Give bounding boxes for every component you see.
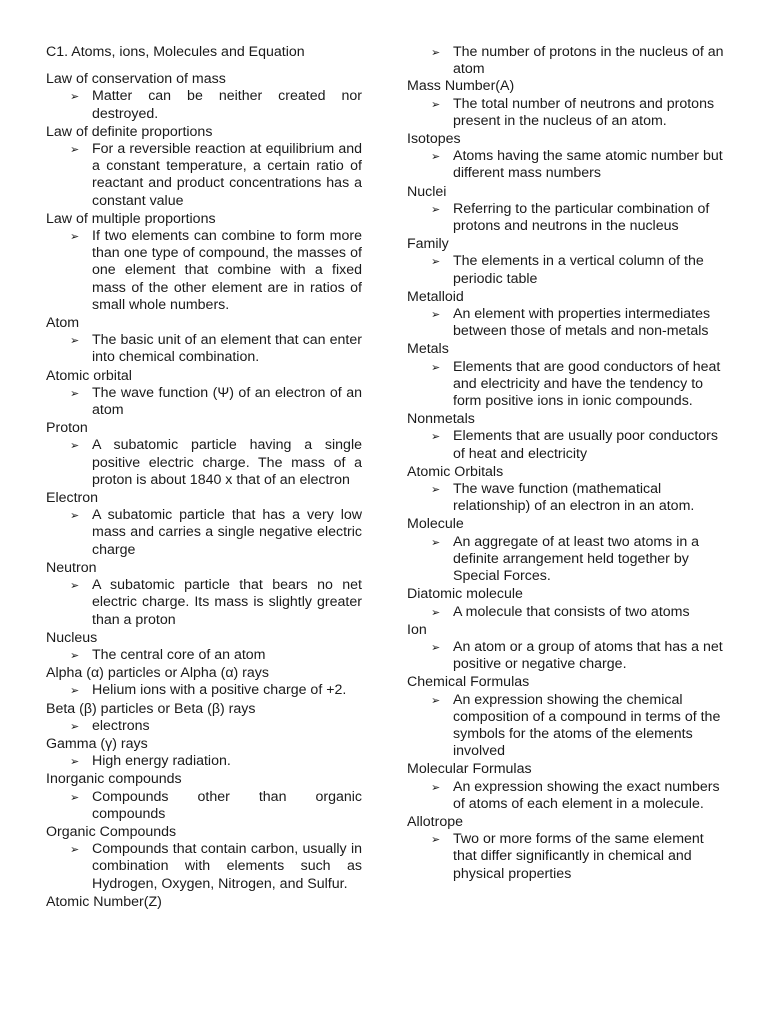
- definition-item: [407, 534, 725, 586]
- definition-text: If two elements can combine to form more than one type of compound, the masses of one element that combine with a fixed mass of the other element are in ratios of small whole numbers.: [92, 228, 362, 313]
- definition-item: [407, 201, 725, 235]
- bullet-arrow-icon: ➢: [431, 308, 441, 322]
- bullet-arrow-icon: ➢: [431, 780, 441, 794]
- glossary-entry: [407, 464, 725, 516]
- definition-text: electrons: [92, 717, 150, 734]
- definition-text: Compounds other than organic compounds: [92, 788, 362, 822]
- definition-text: Matter can be neither created nor destroyed.: [92, 88, 362, 122]
- glossary-entry: [46, 894, 362, 911]
- glossary-entry: [46, 736, 362, 770]
- glossary-entry: [407, 411, 725, 463]
- definition-item: [407, 831, 725, 883]
- definition-item: [46, 507, 362, 559]
- term-heading: Organic Compounds: [46, 823, 177, 840]
- definition-text: The wave function (mathematical relationship) of an electron in an atom.: [453, 481, 695, 515]
- term-heading: Molecular Formulas: [407, 761, 532, 778]
- bullet-arrow-icon: ➢: [431, 46, 441, 59]
- bullet-arrow-icon: ➢: [70, 684, 80, 698]
- term-heading: Ion: [407, 621, 427, 638]
- term-heading: Law of conservation of mass: [46, 71, 226, 88]
- term-heading: Isotopes: [407, 131, 461, 148]
- bullet-arrow-icon: ➢: [431, 97, 441, 111]
- bullet-arrow-icon: ➢: [70, 439, 80, 453]
- term-heading: Electron: [46, 490, 99, 507]
- bullet-arrow-icon: ➢: [70, 790, 80, 804]
- definition-text: Referring to the particular combination of protons and neutrons in the nucleus: [453, 200, 710, 235]
- definition-text: An expression showing the exact numbers of atoms of each element in a molecule.: [453, 778, 720, 812]
- definition-item: [46, 577, 362, 629]
- definition-item: [407, 779, 725, 813]
- term-heading: Gamma (γ) rays: [46, 735, 148, 752]
- definition-text: Elements that are good conductors of heat and electricity and have the tendency to form positive ions in ionic compounds.: [453, 358, 721, 410]
- glossary-entry: [46, 560, 362, 629]
- definition-item: [407, 604, 725, 621]
- term-heading: Atomic Number(Z): [46, 893, 162, 910]
- continued-definition: [407, 44, 725, 78]
- right-column: [407, 44, 725, 884]
- term-heading: Metals: [407, 341, 449, 358]
- glossary-entry: [46, 71, 362, 123]
- bullet-arrow-icon: ➢: [70, 719, 80, 733]
- bullet-arrow-icon: ➢: [431, 483, 441, 497]
- bullet-arrow-icon: ➢: [431, 150, 441, 164]
- definition-item: [407, 428, 725, 462]
- term-heading: Nucleus: [46, 629, 98, 646]
- definition-text: An atom or a group of atoms that has a net positive or negative charge.: [453, 638, 723, 673]
- definition-item: [46, 141, 362, 210]
- definition-text: An aggregate of at least two atoms in a definite arrangement held together by Special Forces.: [453, 533, 700, 585]
- page-title: C1. Atoms, ions, Molecules and Equation: [46, 44, 305, 60]
- bullet-arrow-icon: ➢: [70, 843, 80, 857]
- glossary-entry: [407, 184, 725, 236]
- glossary-entry: [407, 761, 725, 813]
- definition-text: Helium ions with a positive charge of +2.: [92, 682, 347, 699]
- term-heading: Proton: [46, 420, 88, 437]
- definition-item: [407, 306, 725, 340]
- term-heading: Chemical Formulas: [407, 674, 530, 691]
- glossary-entry: [407, 289, 725, 341]
- bullet-arrow-icon: ➢: [431, 640, 441, 654]
- bullet-arrow-icon: ➢: [431, 360, 441, 374]
- bullet-arrow-icon: ➢: [431, 833, 441, 847]
- glossary-entry: [46, 490, 362, 559]
- bullet-arrow-icon: ➢: [70, 579, 80, 593]
- bullet-arrow-icon: ➢: [70, 386, 80, 400]
- bullet-arrow-icon: ➢: [70, 755, 80, 769]
- right-entries: [407, 78, 725, 882]
- term-heading: Nuclei: [407, 183, 447, 200]
- definition-item: [46, 228, 362, 314]
- definition-item: [407, 692, 725, 761]
- definition-item: [46, 332, 362, 366]
- term-heading: Allotrope: [407, 813, 463, 830]
- term-heading: Beta (β) particles or Beta (β) rays: [46, 700, 256, 717]
- bullet-arrow-icon: ➢: [70, 230, 80, 244]
- definition-item: [46, 753, 362, 770]
- definition-item: [46, 841, 362, 893]
- glossary-entry: [407, 674, 725, 760]
- glossary-entry: [46, 701, 362, 735]
- glossary-entry: [407, 814, 725, 883]
- term-heading: Law of definite proportions: [46, 123, 213, 140]
- definition-item: [407, 359, 725, 411]
- term-heading: Family: [407, 236, 449, 253]
- glossary-entry: [407, 516, 725, 585]
- glossary-entry: [407, 622, 725, 674]
- bullet-arrow-icon: ➢: [70, 143, 80, 157]
- term-heading: Law of multiple proportions: [46, 210, 216, 227]
- glossary-entry: [46, 368, 362, 420]
- bullet-arrow-icon: ➢: [431, 430, 441, 444]
- definition-text: For a reversible reaction at equilibrium and a constant temperature, a certain ratio of reactant and product concentrations has a constant value: [92, 141, 362, 209]
- term-heading: Alpha (α) particles or Alpha (α) rays: [46, 665, 269, 682]
- definition-text: The total number of neutrons and protons present in the nucleus of an atom.: [453, 95, 715, 129]
- bullet-arrow-icon: ➢: [431, 202, 441, 216]
- definition-text: An element with properties intermediates between those of metals and non-metals: [453, 306, 711, 340]
- definition-item: [46, 437, 362, 489]
- glossary-entry: [46, 824, 362, 893]
- glossary-entry: [407, 341, 725, 410]
- definition-item: [46, 88, 362, 122]
- definition-text: An expression showing the chemical composition of a compound in terms of the symbols for the atoms of the elements involved: [453, 691, 721, 760]
- left-entries: [46, 71, 362, 911]
- definition-text: The wave function (Ψ) of an electron of an atom: [92, 384, 362, 419]
- glossary-entry: [46, 630, 362, 664]
- definition-text: High energy radiation.: [92, 753, 231, 770]
- definition-item: [407, 481, 725, 515]
- bullet-arrow-icon: ➢: [431, 255, 441, 269]
- term-heading: Atomic orbital: [46, 367, 132, 384]
- definition-item: [46, 385, 362, 419]
- term-heading: Atom: [46, 315, 80, 332]
- term-heading: Metalloid: [407, 288, 464, 305]
- bullet-arrow-icon: ➢: [431, 605, 441, 619]
- term-heading: Inorganic compounds: [46, 771, 182, 788]
- bullet-arrow-icon: ➢: [70, 509, 80, 523]
- glossary-entry: [46, 124, 362, 210]
- definition-text: The basic unit of an element that can enter into chemical combination.: [92, 332, 362, 366]
- term-heading: Diatomic molecule: [407, 586, 523, 603]
- term-heading: Molecule: [407, 516, 464, 533]
- definition-item: [407, 96, 725, 130]
- definition-text: A subatomic particle that bears no net electric charge. Its mass is slightly greater than a proton: [92, 577, 362, 628]
- term-heading: Neutron: [46, 559, 97, 576]
- definition-item: [407, 253, 725, 287]
- definition-item: [407, 639, 725, 673]
- definition-item: [46, 682, 362, 699]
- glossary-entry: [407, 131, 725, 183]
- bullet-arrow-icon: ➢: [70, 648, 80, 662]
- definition-item: [46, 789, 362, 823]
- glossary-entry: [46, 315, 362, 367]
- bullet-arrow-icon: ➢: [70, 334, 80, 348]
- bullet-arrow-icon: ➢: [70, 90, 80, 104]
- bullet-arrow-icon: ➢: [431, 535, 441, 549]
- left-column: [46, 44, 362, 911]
- glossary-entry: [407, 236, 725, 288]
- glossary-entry: [407, 78, 725, 130]
- definition-text: The number of protons in the nucleus of an atom: [453, 44, 724, 78]
- bullet-arrow-icon: ➢: [431, 693, 441, 707]
- definition-text: Atoms having the same atomic number but different mass numbers: [453, 148, 723, 182]
- definition-text: The central core of an atom: [92, 646, 266, 663]
- definition-item: [407, 148, 725, 182]
- term-heading: Mass Number(A): [407, 78, 515, 95]
- definition-text: A subatomic particle that has a very low mass and carries a single negative electric charge: [92, 507, 362, 558]
- definition-text: Elements that are usually poor conductors of heat and electricity: [453, 428, 718, 462]
- glossary-entry: [46, 771, 362, 823]
- glossary-entry: [46, 665, 362, 699]
- term-heading: Nonmetals: [407, 411, 475, 428]
- definition-text: Two or more forms of the same element that differ significantly in chemical and physical properties: [453, 831, 704, 882]
- definition-item: [46, 647, 362, 664]
- definition-text: The elements in a vertical column of the periodic table: [453, 253, 704, 287]
- definition-text: Compounds that contain carbon, usually in combination with elements such as Hydrogen, Oxygen, Nitrogen, and Sulfur.: [92, 841, 362, 892]
- glossary-entry: [46, 211, 362, 314]
- glossary-entry: [407, 586, 725, 620]
- definition-text: A molecule that consists of two atoms: [453, 603, 690, 620]
- definition-text: A subatomic particle having a single positive electric charge. The mass of a proton is about 1840 x that of an electron: [92, 437, 362, 488]
- definition-item: [46, 718, 362, 735]
- glossary-entry: [46, 420, 362, 489]
- term-heading: Atomic Orbitals: [407, 463, 504, 480]
